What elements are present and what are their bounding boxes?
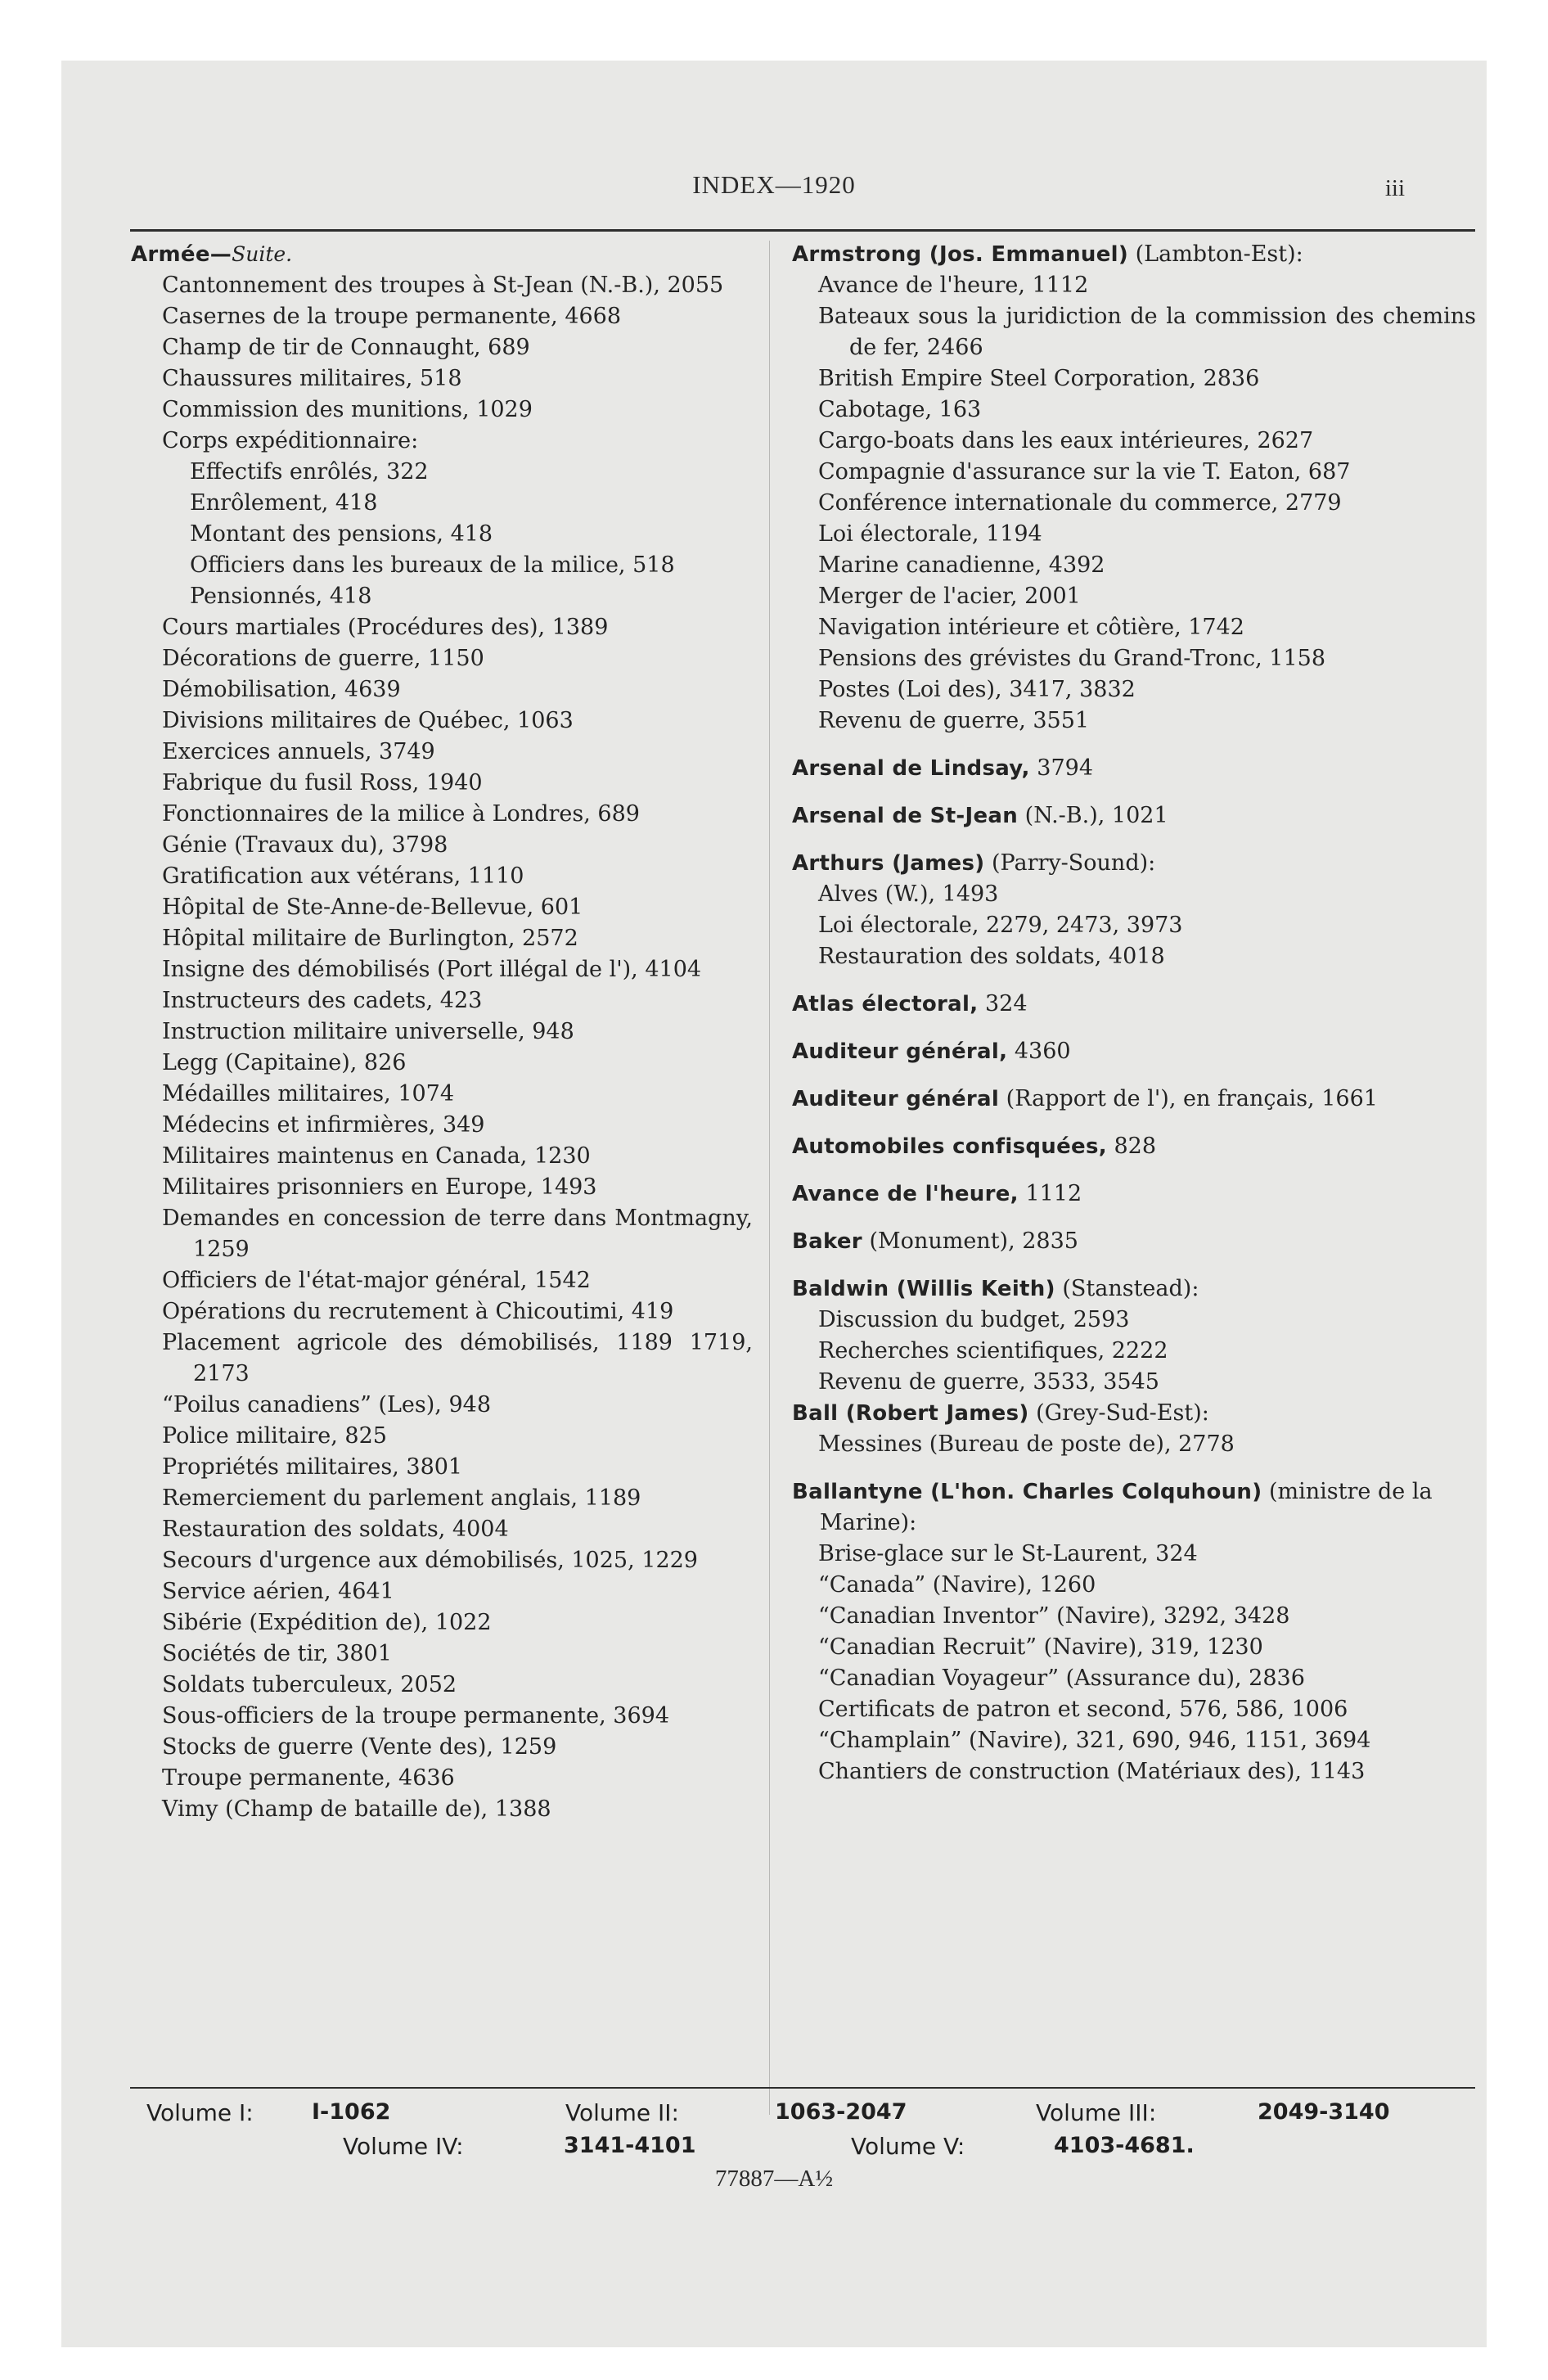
index-entry: “Canadian Voyageur” (Assurance du), 2836: [818, 1666, 1305, 1691]
heading-detail: (Lambton-Est):: [1128, 241, 1303, 267]
index-entry: Restauration des soldats, 4018: [818, 944, 1165, 969]
index-entry: Génie (Travaux du), 3798: [162, 832, 448, 858]
index-entry: Loi électorale, 1194: [818, 521, 1042, 547]
index-entry: Navigation intérieure et côtière, 1742: [818, 615, 1244, 640]
footer-rule: [130, 2087, 1475, 2089]
index-entry: Conférence internationale du commerce, 2779: [818, 490, 1342, 516]
index-heading: [792, 1179, 1476, 1210]
index-entry: “Canadian Inventor” (Navire), 3292, 3428: [818, 1603, 1290, 1629]
header-rule: [130, 229, 1475, 232]
index-entry: Cargo-boats dans les eaux intérieures, 2627: [818, 428, 1314, 453]
volume-label: Volume I:: [146, 2099, 254, 2126]
index-entry: Casernes de la troupe permanente, 4668: [162, 304, 622, 329]
heading-detail: (N.-B.), 1021: [1018, 803, 1168, 828]
index-entry: Commission des munitions, 1029: [162, 397, 533, 422]
index-entry: British Empire Steel Corporation, 2836: [818, 366, 1260, 391]
column-divider: [769, 241, 770, 2115]
index-entry: Fabrique du fusil Ross, 1940: [162, 770, 483, 796]
heading-name: Atlas électoral,: [792, 992, 979, 1016]
heading-name: Baldwin (Willis Keith): [792, 1277, 1055, 1301]
heading-detail: (Parry-Sound):: [984, 850, 1156, 876]
volume-label: Volume IV:: [343, 2133, 464, 2160]
index-subentry: Pensionnés, 418: [190, 584, 372, 609]
heading-detail: (Rapport de l'), en français, 1661: [999, 1086, 1378, 1111]
printer-signature: 77887—A½: [714, 2166, 834, 2192]
heading-detail: (Stanstead):: [1055, 1276, 1199, 1301]
index-entry: “Poilus canadiens” (Les), 948: [162, 1392, 491, 1418]
index-entry: Merger de l'acier, 2001: [818, 584, 1081, 609]
index-entry: Décorations de guerre, 1150: [162, 646, 484, 671]
index-subentry: Officiers dans les bureaux de la milice, 518: [190, 552, 675, 578]
index-entry: Sociétés de tir, 3801: [162, 1641, 392, 1666]
index-heading: [792, 753, 1476, 784]
heading-name: Arthurs (James): [792, 851, 985, 876]
index-entry: Restauration des soldats, 4004: [162, 1517, 509, 1542]
index-entry: Opérations du recrutement à Chicoutimi, 419: [162, 1299, 674, 1324]
index-page: [61, 61, 1487, 2347]
volume-range: 3141-4101: [564, 2133, 696, 2158]
index-entry: Médailles militaires, 1074: [162, 1081, 455, 1107]
index-entry: Pensions des grévistes du Grand-Tronc, 1158: [818, 646, 1325, 671]
index-heading: [792, 1036, 1476, 1067]
index-entry: Chaussures militaires, 518: [162, 366, 462, 391]
index-entry: Sous-officiers de la troupe permanente, 3694: [162, 1703, 670, 1729]
heading-detail: 324: [978, 991, 1028, 1016]
heading-name: Armstrong (Jos. Emmanuel): [792, 242, 1129, 267]
index-entry: Vimy (Champ de bataille de), 1388: [162, 1796, 551, 1822]
heading-name: Ball (Robert James): [792, 1401, 1029, 1426]
heading-detail: (Monument), 2835: [862, 1228, 1078, 1254]
index-entry: Fonctionnaires de la milice à Londres, 689: [162, 801, 640, 827]
volume-range: 1063-2047: [775, 2099, 907, 2125]
index-heading: [792, 1273, 1476, 1305]
index-entry: Placement agricole des démobilisés, 1189 1719, 2173: [162, 1330, 753, 1386]
index-heading: [792, 989, 1476, 1020]
index-entry: Démobilisation, 4639: [162, 677, 401, 702]
index-heading: [792, 800, 1476, 832]
index-entry: Militaires prisonniers en Europe, 1493: [162, 1174, 597, 1200]
index-entry: Sibérie (Expédition de), 1022: [162, 1610, 492, 1635]
heading-suite: Suite.: [232, 242, 293, 266]
heading-name: Automobiles confisquées,: [792, 1134, 1107, 1159]
index-entry: Propriétés militaires, 3801: [162, 1454, 463, 1480]
index-entry: “Canadian Recruit” (Navire), 319, 1230: [818, 1634, 1263, 1660]
index-entry: Revenu de guerre, 3551: [818, 708, 1090, 733]
volume-range: 2049-3140: [1258, 2099, 1390, 2125]
index-entry: Demandes en concession de terre dans Montmagny, 1259: [162, 1206, 753, 1262]
index-entry: Bateaux sous la juridiction de la commission des chemins de fer, 2466: [818, 304, 1476, 360]
heading-detail: 4360: [1007, 1039, 1071, 1064]
volume-range: 4103-4681.: [1054, 2133, 1195, 2158]
index-entry: Remerciement du parlement anglais, 1189: [162, 1485, 641, 1511]
index-entry: Messines (Bureau de poste de), 2778: [818, 1431, 1235, 1457]
index-entry: Postes (Loi des), 3417, 3832: [818, 677, 1136, 702]
index-entry: Secours d'urgence aux démobilisés, 1025, 1229: [162, 1548, 698, 1573]
heading-name: Arsenal de Lindsay,: [792, 756, 1030, 781]
index-heading: [792, 1226, 1476, 1257]
index-heading: [131, 239, 753, 270]
heading-name: Baker: [792, 1229, 862, 1254]
volume-label: Volume V:: [851, 2133, 965, 2160]
heading-name: Avance de l'heure,: [792, 1182, 1019, 1206]
index-entry: Discussion du budget, 2593: [818, 1307, 1130, 1332]
heading-name: Ballantyne (L'hon. Charles Colquhoun): [792, 1480, 1262, 1504]
index-entry: Divisions militaires de Québec, 1063: [162, 708, 574, 733]
index-heading: [792, 1476, 1476, 1539]
heading-detail: 1112: [1018, 1181, 1082, 1206]
heading-detail: 828: [1106, 1134, 1157, 1159]
left-column: [131, 239, 753, 1825]
index-entry: Brise-glace sur le St-Laurent, 324: [818, 1541, 1198, 1566]
volume-label: Volume II:: [565, 2099, 679, 2126]
index-heading: [792, 1131, 1476, 1162]
index-entry: Exercices annuels, 3749: [162, 739, 435, 764]
index-entry: Cours martiales (Procédures des), 1389: [162, 615, 609, 640]
index-entry: Service aérien, 4641: [162, 1579, 394, 1604]
page-number: iii: [1384, 175, 1405, 201]
index-entry: Police militaire, 825: [162, 1423, 387, 1449]
index-heading: [792, 239, 1476, 270]
heading-name: Arsenal de St-Jean: [792, 804, 1019, 828]
heading-name: Auditeur général: [792, 1087, 1000, 1111]
index-entry: Alves (W.), 1493: [818, 881, 999, 907]
heading-detail: (ministre de la Marine):: [820, 1479, 1433, 1535]
index-entry: Officiers de l'état-major général, 1542: [162, 1268, 591, 1293]
page-title: INDEX—1920: [692, 170, 856, 199]
index-entry: Legg (Capitaine), 826: [162, 1050, 407, 1075]
index-entry: Revenu de guerre, 3533, 3545: [818, 1369, 1159, 1395]
index-heading: [792, 1398, 1476, 1429]
index-entry: Militaires maintenus en Canada, 1230: [162, 1143, 591, 1169]
heading-name: Armée—: [131, 242, 232, 267]
index-entry: Cabotage, 163: [818, 397, 982, 422]
index-entry: Médecins et infirmières, 349: [162, 1112, 485, 1138]
index-entry: “Canada” (Navire), 1260: [818, 1572, 1096, 1598]
volume-range: I-1062: [312, 2099, 391, 2125]
running-head: [61, 170, 1487, 203]
index-entry: Certificats de patron et second, 576, 586, 1006: [818, 1697, 1348, 1722]
index-entry: Marine canadienne, 4392: [818, 552, 1105, 578]
index-entry: Recherches scientifiques, 2222: [818, 1338, 1168, 1364]
index-entry: Soldats tuberculeux, 2052: [162, 1672, 457, 1697]
right-column: [792, 239, 1476, 1787]
index-entry: Instruction militaire universelle, 948: [162, 1019, 574, 1044]
index-entry: Troupe permanente, 4636: [162, 1765, 455, 1791]
heading-detail: 3794: [1029, 755, 1093, 781]
volume-label: Volume III:: [1036, 2099, 1157, 2126]
index-entry: Avance de l'heure, 1112: [818, 273, 1089, 298]
index-entry: Instructeurs des cadets, 423: [162, 988, 483, 1013]
index-subentry: Effectifs enrôlés, 322: [190, 459, 429, 485]
index-entry: Chantiers de construction (Matériaux des), 1143: [818, 1759, 1366, 1784]
index-subentry: Montant des pensions, 418: [190, 521, 493, 547]
index-entry: Gratification aux vétérans, 1110: [162, 863, 524, 889]
heading-detail: (Grey-Sud-Est):: [1028, 1400, 1209, 1426]
index-heading: [792, 1084, 1476, 1115]
index-entry: Compagnie d'assurance sur la vie T. Eaton, 687: [818, 459, 1351, 485]
index-heading: [792, 848, 1476, 879]
heading-name: Auditeur général,: [792, 1039, 1008, 1064]
index-entry: “Champlain” (Navire), 321, 690, 946, 1151, 3694: [818, 1728, 1371, 1753]
index-entry: Champ de tir de Connaught, 689: [162, 335, 530, 360]
index-entry: Loi électorale, 2279, 2473, 3973: [818, 913, 1183, 938]
index-entry: Corps expéditionnaire:: [162, 428, 419, 453]
index-entry: Hôpital de Ste-Anne-de-Bellevue, 601: [162, 895, 583, 920]
index-subentry: Enrôlement, 418: [190, 490, 378, 516]
index-entry: Cantonnement des troupes à St-Jean (N.-B.), 2055: [162, 273, 724, 298]
index-entry: Stocks de guerre (Vente des), 1259: [162, 1734, 557, 1760]
index-entry: Hôpital militaire de Burlington, 2572: [162, 926, 578, 951]
index-entry: Insigne des démobilisés (Port illégal de l'), 4104: [162, 957, 702, 982]
